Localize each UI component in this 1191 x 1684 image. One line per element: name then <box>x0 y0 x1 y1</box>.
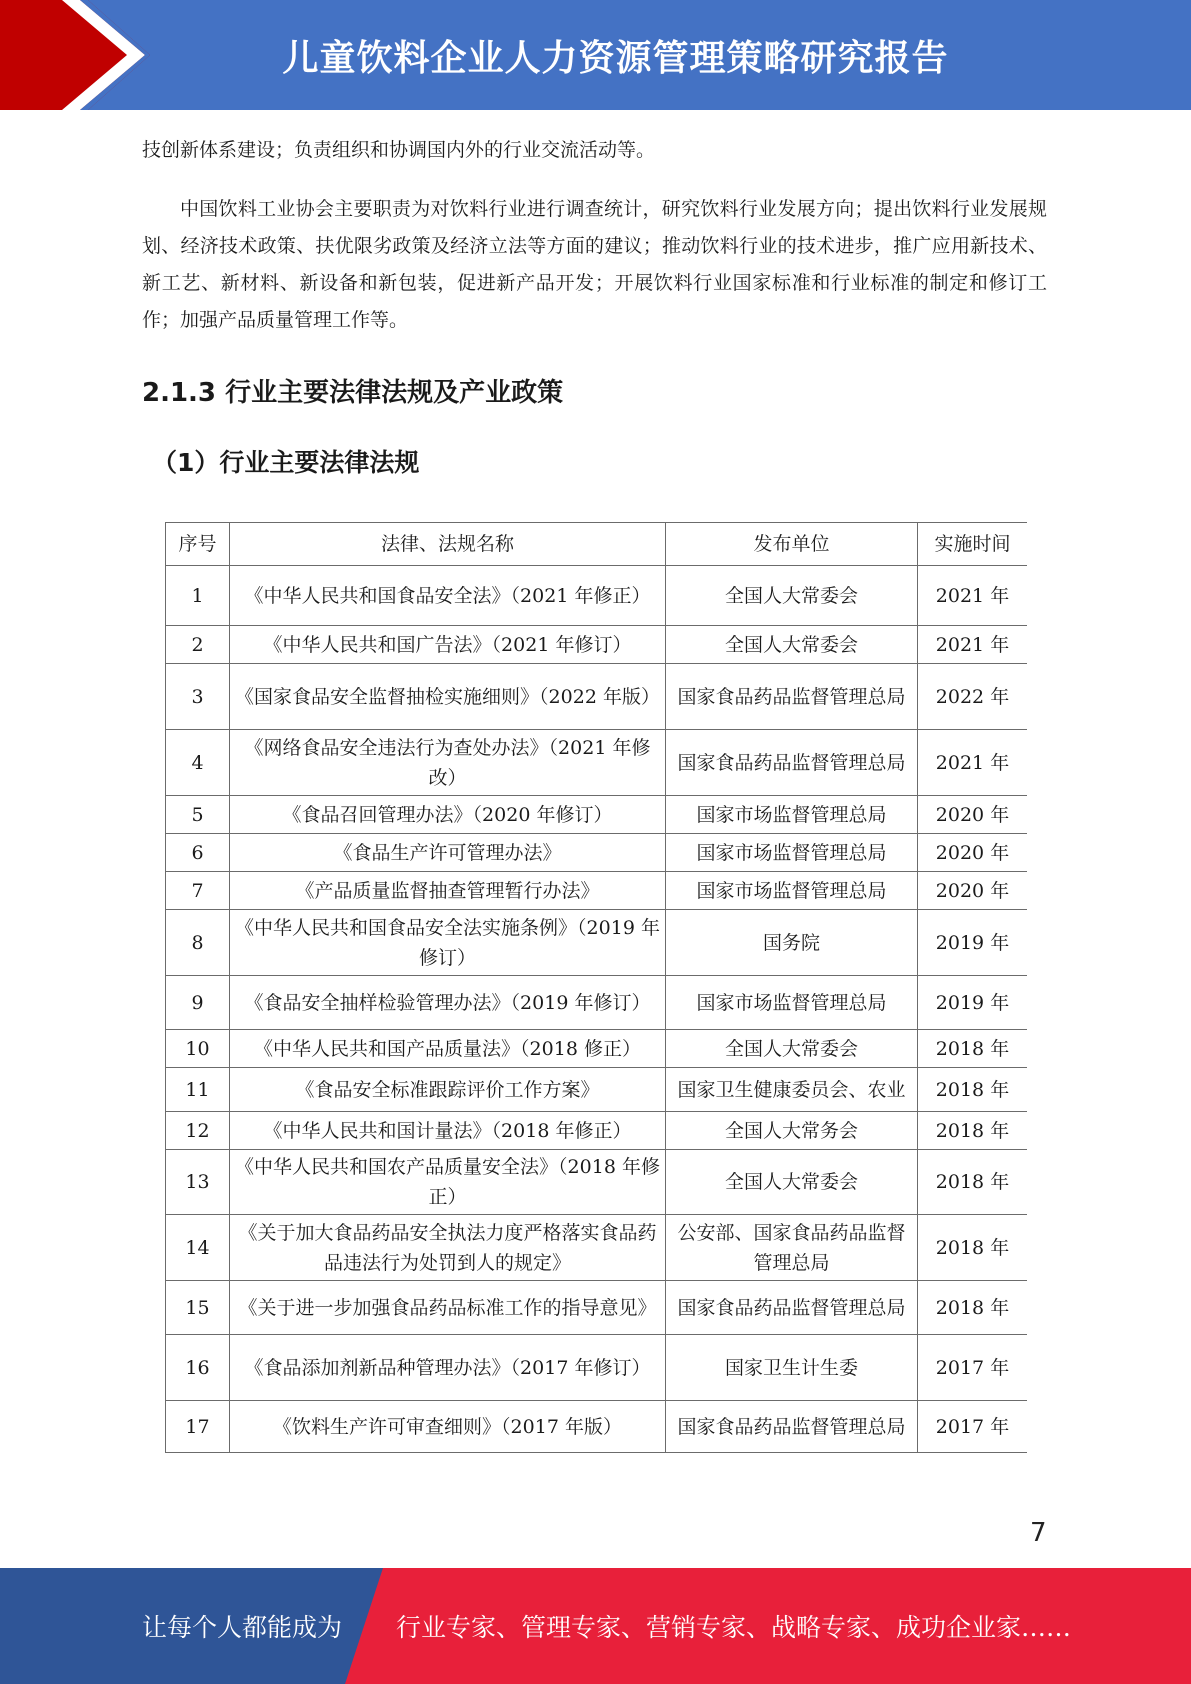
row-issuer: 国家食品药品监督管理总局 <box>666 1401 918 1453</box>
row-effective-date: 2018 年 <box>918 1150 1028 1215</box>
row-law-name: 《食品召回管理办法》（2020 年修订） <box>230 796 666 834</box>
row-number: 16 <box>166 1335 230 1401</box>
paragraph-continued: 技创新体系建设；负责组织和协调国内外的行业交流活动等。 <box>142 139 656 161</box>
row-issuer: 全国人大常委会 <box>666 1150 918 1215</box>
page-number: 7 <box>1030 1518 1047 1548</box>
row-law-name: 《食品安全标准跟踪评价工作方案》 <box>230 1068 666 1112</box>
row-issuer-text: 国家卫生健康委员会、农业 <box>677 1078 906 1101</box>
table-row <box>166 1281 1028 1335</box>
table-row <box>166 796 1028 834</box>
table-row <box>166 1215 1028 1281</box>
footer-slogan-left: 让每个人都能成为 <box>142 1613 343 1642</box>
table-row <box>166 1068 1028 1112</box>
footer-slogan-right: 行业专家、管理专家、营销专家、战略专家、成功企业家…… <box>396 1613 1072 1642</box>
row-effective-date: 2018 年 <box>918 1068 1028 1112</box>
row-number: 14 <box>166 1215 230 1281</box>
row-effective-date: 2021 年 <box>918 626 1028 664</box>
table-row <box>166 730 1028 796</box>
subsection-heading: （1）行业主要法律法规 <box>152 448 420 477</box>
row-issuer: 国家食品药品监督管理总局 <box>666 664 918 730</box>
row-issuer: 全国人大常委会 <box>666 626 918 664</box>
header-law-name: 法律、法规名称 <box>230 523 666 566</box>
row-number: 15 <box>166 1281 230 1335</box>
row-issuer: 国务院 <box>666 910 918 976</box>
table-body <box>166 566 1028 1453</box>
row-issuer: 国家卫生计生委 <box>666 1335 918 1401</box>
row-number: 2 <box>166 626 230 664</box>
row-number: 11 <box>166 1068 230 1112</box>
table-row <box>166 664 1028 730</box>
row-law-name: 《食品添加剂新品种管理办法》（2017 年修订） <box>230 1335 666 1401</box>
section-heading: 2.1.3 行业主要法律法规及产业政策 <box>142 378 564 408</box>
footer-banner <box>0 1568 1191 1684</box>
table-row <box>166 1401 1028 1453</box>
laws-table-container <box>165 522 1027 1485</box>
row-effective-date: 2020 年 <box>918 796 1028 834</box>
table-header-row <box>166 523 1028 566</box>
row-issuer: 国家食品药品监督管理总局 <box>666 1281 918 1335</box>
row-effective-date: 2017 年 <box>918 1401 1028 1453</box>
table-row <box>166 626 1028 664</box>
header-effective-date: 实施时间 <box>918 523 1028 566</box>
paragraph-association-duties: 中国饮料工业协会主要职责为对饮料行业进行调查统计，研究饮料行业发展方向；提出饮料行业发展规划、经济技术政策、扶优限劣政策及经济立法等方面的建议；推动饮料行业的技术进步，推广应用新技术、新工艺、新材料、新设备和新包装，促进新产品开发；开展饮料行业国家标准和行业标准的制定和修订工作；加强产品质量管理工作等。 <box>142 198 1047 331</box>
row-issuer: 国家食品药品监督管理总局 <box>666 730 918 796</box>
row-effective-date: 2020 年 <box>918 834 1028 872</box>
row-issuer: 国家市场监督管理总局 <box>666 872 918 910</box>
row-number: 10 <box>166 1030 230 1068</box>
row-effective-date: 2018 年 <box>918 1281 1028 1335</box>
row-effective-date: 2017 年 <box>918 1335 1028 1401</box>
table-row <box>166 1150 1028 1215</box>
row-number: 4 <box>166 730 230 796</box>
row-effective-date: 2019 年 <box>918 910 1028 976</box>
row-effective-date: 2021 年 <box>918 730 1028 796</box>
table-row <box>166 910 1028 976</box>
row-issuer: 全国人大常委会 <box>666 566 918 626</box>
table-row <box>166 1030 1028 1068</box>
row-number: 5 <box>166 796 230 834</box>
row-number: 9 <box>166 976 230 1030</box>
row-number: 17 <box>166 1401 230 1453</box>
row-law-name: 《产品质量监督抽查管理暂行办法》 <box>230 872 666 910</box>
row-number: 6 <box>166 834 230 872</box>
row-number: 3 <box>166 664 230 730</box>
row-effective-date: 2022 年 <box>918 664 1028 730</box>
row-effective-date: 2018 年 <box>918 1112 1028 1150</box>
table-row <box>166 834 1028 872</box>
row-law-name: 《中华人民共和国农产品质量安全法》（2018 年修正） <box>230 1150 666 1215</box>
row-law-name: 《关于进一步加强食品药品标准工作的指导意见》 <box>230 1281 666 1335</box>
document-title: 儿童饮料企业人力资源管理策略研究报告 <box>282 37 949 79</box>
row-law-name: 《中华人民共和国食品安全法》（2021 年修正） <box>230 566 666 626</box>
row-effective-date: 2019 年 <box>918 976 1028 1030</box>
table-row <box>166 1335 1028 1401</box>
row-law-name: 《中华人民共和国食品安全法实施条例》（2019 年修订） <box>230 910 666 976</box>
row-effective-date: 2020 年 <box>918 872 1028 910</box>
row-law-name: 《食品生产许可管理办法》 <box>230 834 666 872</box>
row-number: 12 <box>166 1112 230 1150</box>
header-number: 序号 <box>166 523 230 566</box>
header-banner <box>0 0 1191 110</box>
row-number: 13 <box>166 1150 230 1215</box>
row-number: 7 <box>166 872 230 910</box>
row-number: 8 <box>166 910 230 976</box>
row-issuer: 公安部、国家食品药品监督管理总局 <box>666 1215 918 1281</box>
header-issuer: 发布单位 <box>666 523 918 566</box>
table-row <box>166 872 1028 910</box>
row-law-name: 《中华人民共和国计量法》（2018 年修正） <box>230 1112 666 1150</box>
row-effective-date: 2018 年 <box>918 1215 1028 1281</box>
row-effective-date: 2018 年 <box>918 1030 1028 1068</box>
header-arrow-decoration <box>0 0 150 110</box>
row-issuer: 国家市场监督管理总局 <box>666 976 918 1030</box>
row-issuer: 全国人大常委会 <box>666 1030 918 1068</box>
row-issuer: 国家市场监督管理总局 <box>666 834 918 872</box>
row-law-name: 《关于加大食品药品安全执法力度严格落实食品药品违法行为处罚到人的规定》 <box>230 1215 666 1281</box>
row-effective-date: 2021 年 <box>918 566 1028 626</box>
table-row <box>166 1112 1028 1150</box>
row-issuer: 全国人大常务会 <box>666 1112 918 1150</box>
row-law-name: 《中华人民共和国产品质量法》（2018 修正） <box>230 1030 666 1068</box>
row-law-name: 《国家食品安全监督抽检实施细则》（2022 年版） <box>230 664 666 730</box>
laws-table <box>165 522 1027 1453</box>
row-issuer: 国家市场监督管理总局 <box>666 796 918 834</box>
row-law-name: 《网络食品安全违法行为查处办法》（2021 年修改） <box>230 730 666 796</box>
table-row <box>166 976 1028 1030</box>
row-law-name: 《中华人民共和国广告法》（2021 年修订） <box>230 626 666 664</box>
table-row <box>166 566 1028 626</box>
row-issuer <box>666 1068 918 1112</box>
row-number: 1 <box>166 566 230 626</box>
row-law-name: 《食品安全抽样检验管理办法》（2019 年修订） <box>230 976 666 1030</box>
row-law-name: 《饮料生产许可审查细则》（2017 年版） <box>230 1401 666 1453</box>
body-content <box>142 132 1047 491</box>
